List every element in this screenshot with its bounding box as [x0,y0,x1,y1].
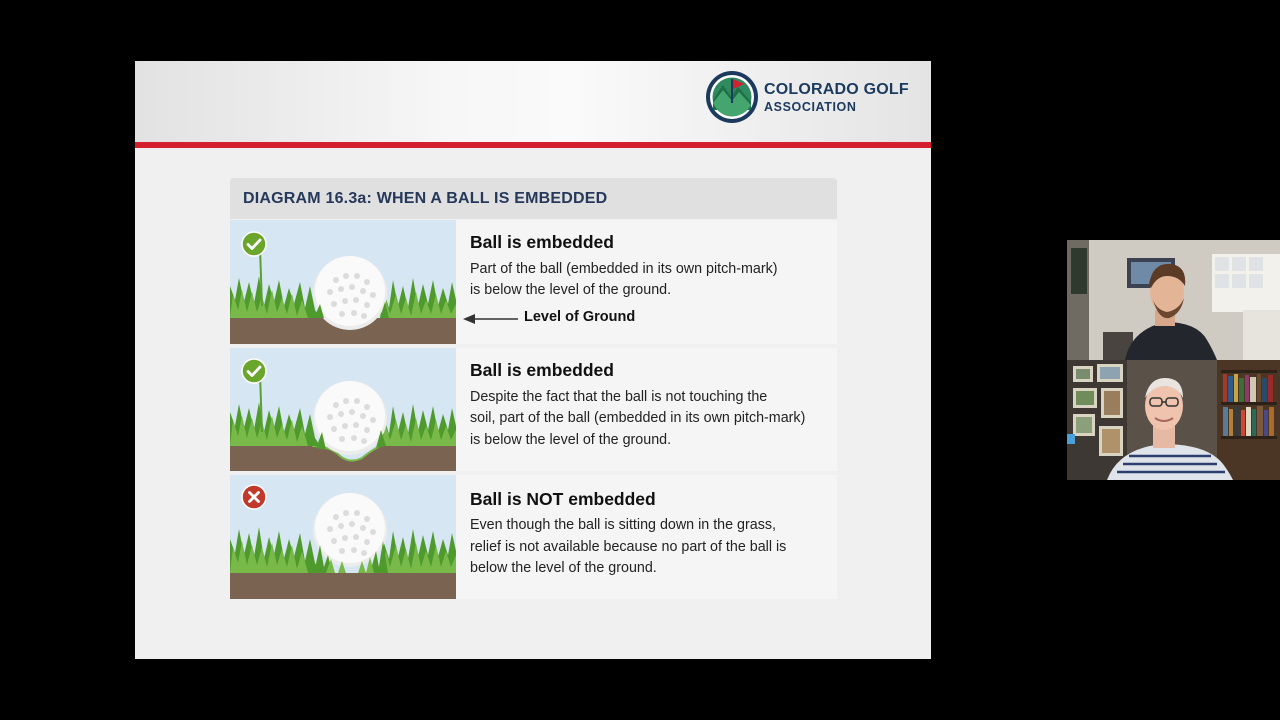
header-accent-bar [135,142,931,148]
embedded-ball-diagram [230,178,837,599]
logo-text-line1: COLORADO GOLF [764,81,909,98]
participant-video-tile[interactable] [1067,240,1280,360]
row-description-line: is below the level of the ground. [470,432,672,448]
row-description-line: relief is not available because no part of the ball is [470,539,787,555]
diagram-row [230,220,837,344]
diagram-title-bar [230,178,837,219]
check-icon [241,231,267,257]
cga-logo [705,70,925,126]
row-description-line: Part of the ball (embedded in its own pitch-mark) [470,261,778,277]
level-of-ground-label: Level of Ground [524,309,636,325]
arrow-left-icon [463,311,519,327]
row-title: Ball is embedded [470,232,614,252]
row-title: Ball is NOT embedded [470,489,656,509]
diagram-row [230,348,837,471]
cga-logo-icon [705,70,761,126]
presentation-slide [135,61,931,659]
check-icon [241,358,267,384]
row-title: Ball is embedded [470,360,614,380]
diagram-row [230,475,837,599]
row-description-line: Even though the ball is sitting down in the grass, [470,517,776,533]
row-description-line: is below the level of the ground. [470,282,672,298]
participant-video [1067,360,1280,480]
cross-icon [241,484,267,510]
row-description-line: below the level of the ground. [470,560,657,576]
participant-video-tile[interactable] [1067,360,1280,480]
participant-video [1067,240,1280,360]
row-description-line: soil, part of the ball (embedded in its own pitch-mark) [470,410,806,426]
row-description-line: Despite the fact that the ball is not touching the [470,389,768,405]
diagram-title: DIAGRAM 16.3a: WHEN A BALL IS EMBEDDED [243,190,608,207]
logo-text-line2: ASSOCIATION [764,100,857,114]
